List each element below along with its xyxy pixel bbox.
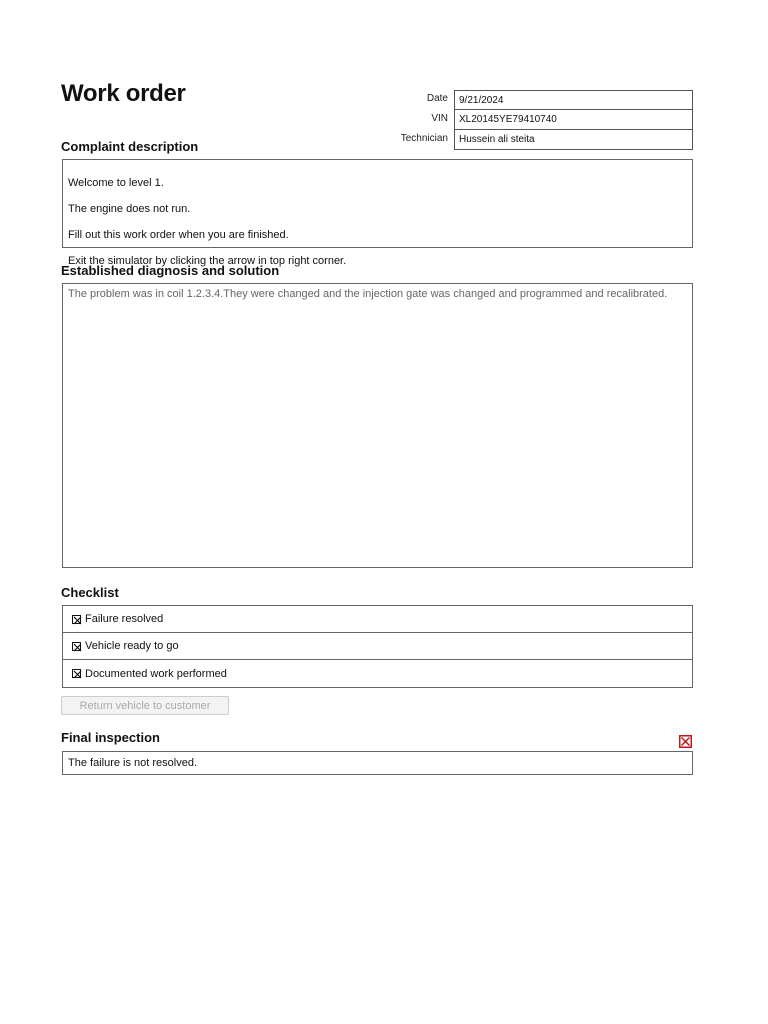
fail-icon [679, 735, 692, 748]
complaint-heading: Complaint description [61, 139, 199, 154]
return-vehicle-button[interactable]: Return vehicle to customer [61, 696, 229, 715]
checklist-item-label: Vehicle ready to go [85, 640, 179, 652]
date-value: 9/21/2024 [454, 90, 693, 110]
vin-label: VIN [431, 113, 448, 124]
technician-label: Technician [400, 133, 448, 144]
technician-row [380, 130, 693, 150]
checklist-item-vehicle-ready[interactable] [63, 633, 692, 660]
checked-box-icon[interactable] [72, 642, 81, 651]
date-row [380, 90, 693, 110]
complaint-description [62, 159, 693, 267]
vin-row [380, 110, 693, 130]
complaint-line: Welcome to level 1. [68, 177, 164, 189]
complaint-line: The engine does not run. [68, 203, 191, 215]
checked-box-icon[interactable] [72, 669, 81, 678]
technician-value: Hussein ali steita [454, 130, 693, 150]
vin-value: XL20145YE79410740 [454, 110, 693, 130]
diagnosis-heading: Established diagnosis and solution [61, 263, 280, 278]
work-order-meta [380, 90, 693, 150]
checklist-item-failure-resolved[interactable] [63, 606, 692, 633]
checklist-item-label: Documented work performed [85, 667, 227, 680]
date-label: Date [426, 93, 448, 104]
complaint-line: Exit the simulator by clicking the arrow in top right corner. [68, 255, 347, 267]
final-inspection-result: The failure is not resolved. [62, 751, 693, 775]
page-title: Work order [61, 80, 186, 107]
checked-box-icon[interactable] [72, 615, 81, 624]
checklist-heading: Checklist [61, 585, 119, 600]
checklist-item-label: Failure resolved [85, 613, 164, 625]
final-inspection-heading: Final inspection [61, 730, 160, 745]
checklist-item-documented-work[interactable] [63, 660, 692, 687]
diagnosis-textarea[interactable]: The problem was in coil 1.2.3.4.They were changed and the injection gate was changed and programmed and recalibrated. [62, 283, 693, 568]
checklist [62, 605, 693, 688]
complaint-line: Fill out this work order when you are finished. [68, 229, 289, 241]
